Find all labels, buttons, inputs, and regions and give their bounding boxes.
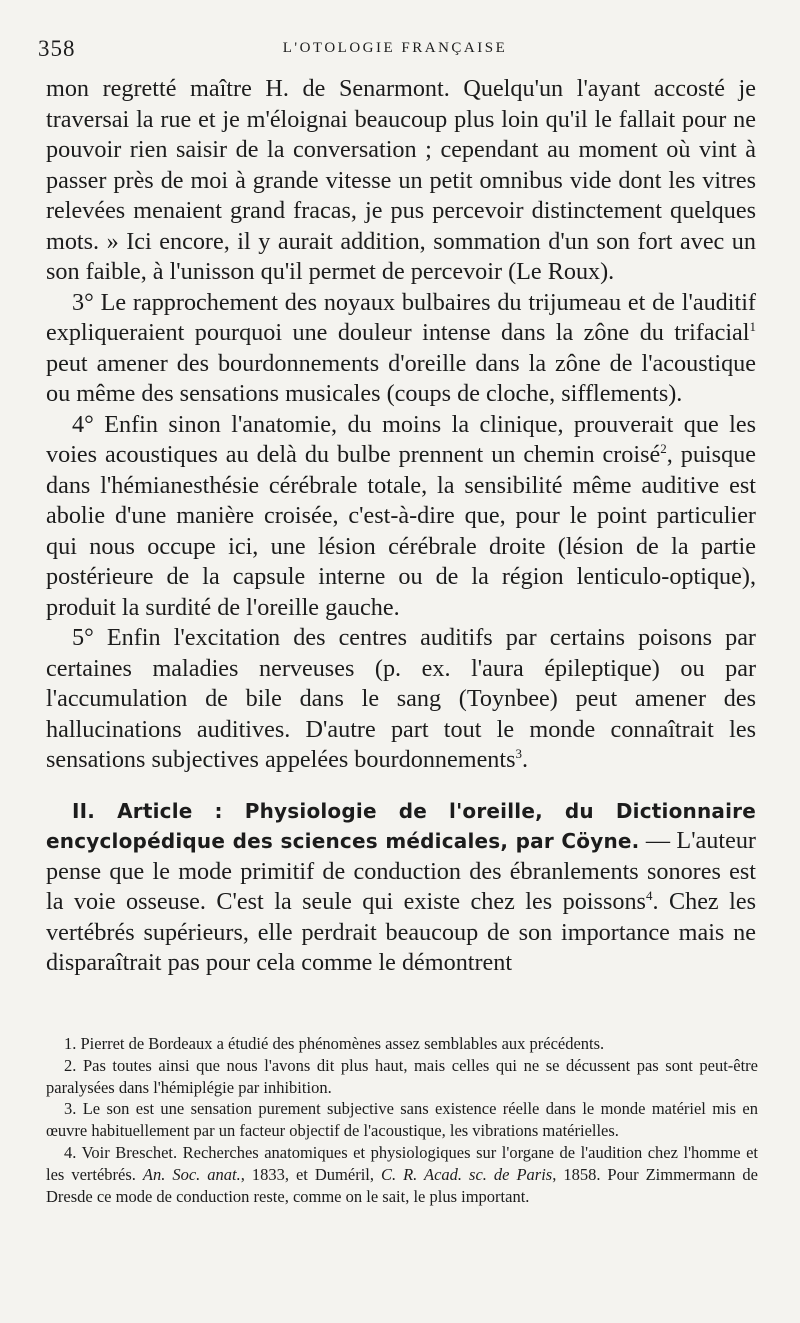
footnote-3: 3. Le son est une sensation purement subjective sans existence réelle dans le monde matériel mis en œuvre habituellement par un facteur objectif de l'acoustique, les vibrations matérielles. [46,1099,758,1141]
page-header [38,36,752,66]
paragraph-text: , puisque dans l'hémianesthésie cérébrale totale, la sensibilité même auditive est abolie d'une manière croisée, c'est-à-dire que, pour le point particulier qui nous occupe ici, une lésion cérébrale droite (lésion de la partie postérieure de la capsule interne ou de la région lenticulo-optique), produit la surdité de l'oreille gauche. [46,441,756,621]
footnote-ref-1: 1 [749,319,756,334]
paragraph-text: . Chez les vertébrés supérieurs, elle perdrait beaucoup de son importance mais ne disparaîtrait pas pour cela comme le démontrent [46,888,756,976]
running-title: L'OTOLOGIE FRANÇAISE [282,40,508,56]
paragraph-4 [46,623,756,776]
paragraph-text: 5° Enfin l'excitation des centres auditifs par certains poisons par certaines maladies nerveuses (p. ex. l'aura épileptique) ou par l'accumulation de bile dans le sang (Toynbee) peut amener des hallucinations auditives. D'autre part tout le monde connaîtrait les sensations subjectives appelées bourdonnements [46,624,756,773]
paragraph-2 [46,288,756,410]
page-number: 358 [38,36,76,61]
footnote-ref-3: 3 [515,746,523,761]
section-heading: II. Article : Physiologie de l'oreille, du Dictionnaire encyclopédique des sciences médicales, par Cöyne. [46,798,756,853]
footnote-4 [46,1142,758,1207]
journal-title: C. R. Acad. sc. de Paris [380,1164,553,1184]
paragraph-1: mon regretté maître H. de Senarmont. Quelqu'un l'ayant accosté je traversai la rue et je m'éloignai beaucoup plus loin qu'il le fallait pour ne pouvoir rien saisir de la conversation ; cependant au moment où vint à passer près de moi à grande vitesse un petit omnibus vide dont les vitres relevées menaient grand fracas, je pus percevoir distinctement quelques mots. » Ici encore, il y aurait addition, sommation d'un son fort avec un son faible, à l'unisson qu'il permet de percevoir (Le Roux). [46,75,756,285]
paragraph-text: 3° Le rapprochement des noyaux bulbaires du trijumeau et de l'auditif expliqueraient pourquoi une douleur intense dans la zône du trifacial [46,288,756,346]
paragraph-text: peut amener des bourdonnements d'oreille dans la zône de l'acoustique ou même des sensations musicales (coups de cloche, sifflements). [46,349,756,407]
journal-title: An. Soc. anat. [142,1164,241,1184]
footnote-1: 1. Pierret de Bordeaux a étudié des phénomènes assez semblables aux précédents. [64,1034,605,1053]
paragraph-3 [46,410,756,624]
footnotes [46,1033,758,1207]
section-paragraph [46,796,756,979]
footnote-ref-2: 2 [660,441,667,456]
footnote-text: 4. Voir Breschet. Recherches anatomiques et physiologiques sur l'organe de l'audition chez l'homme et les vertébrés. [46,1142,758,1184]
paragraph-text: — L'auteur pense que le mode primitif de conduction des ébranlements sonores est la voie osseuse. C'est la seule qui existe chez les poissons [46,827,756,915]
footnote-ref-4: 4 [645,888,653,903]
footnote-2: 2. Pas toutes ainsi que nous l'avons dit plus haut, mais celles qui ne se décussent pas sont peut-être paralysées dans l'hémiplégie par inhibition. [46,1055,758,1097]
paragraph-text: 4° Enfin sinon l'anatomie, du moins la clinique, prouverait que les voies acoustiques au delà du bulbe prennent un chemin croisé [46,410,756,468]
body-text [46,74,756,979]
paragraph-text: . [522,746,529,773]
footnote-text: , 1858. Pour Zimmermann de Dresde ce mode de conduction reste, comme on le sait, le plus important. [46,1164,758,1206]
footnote-text: , 1833, et Duméril, [240,1164,381,1184]
